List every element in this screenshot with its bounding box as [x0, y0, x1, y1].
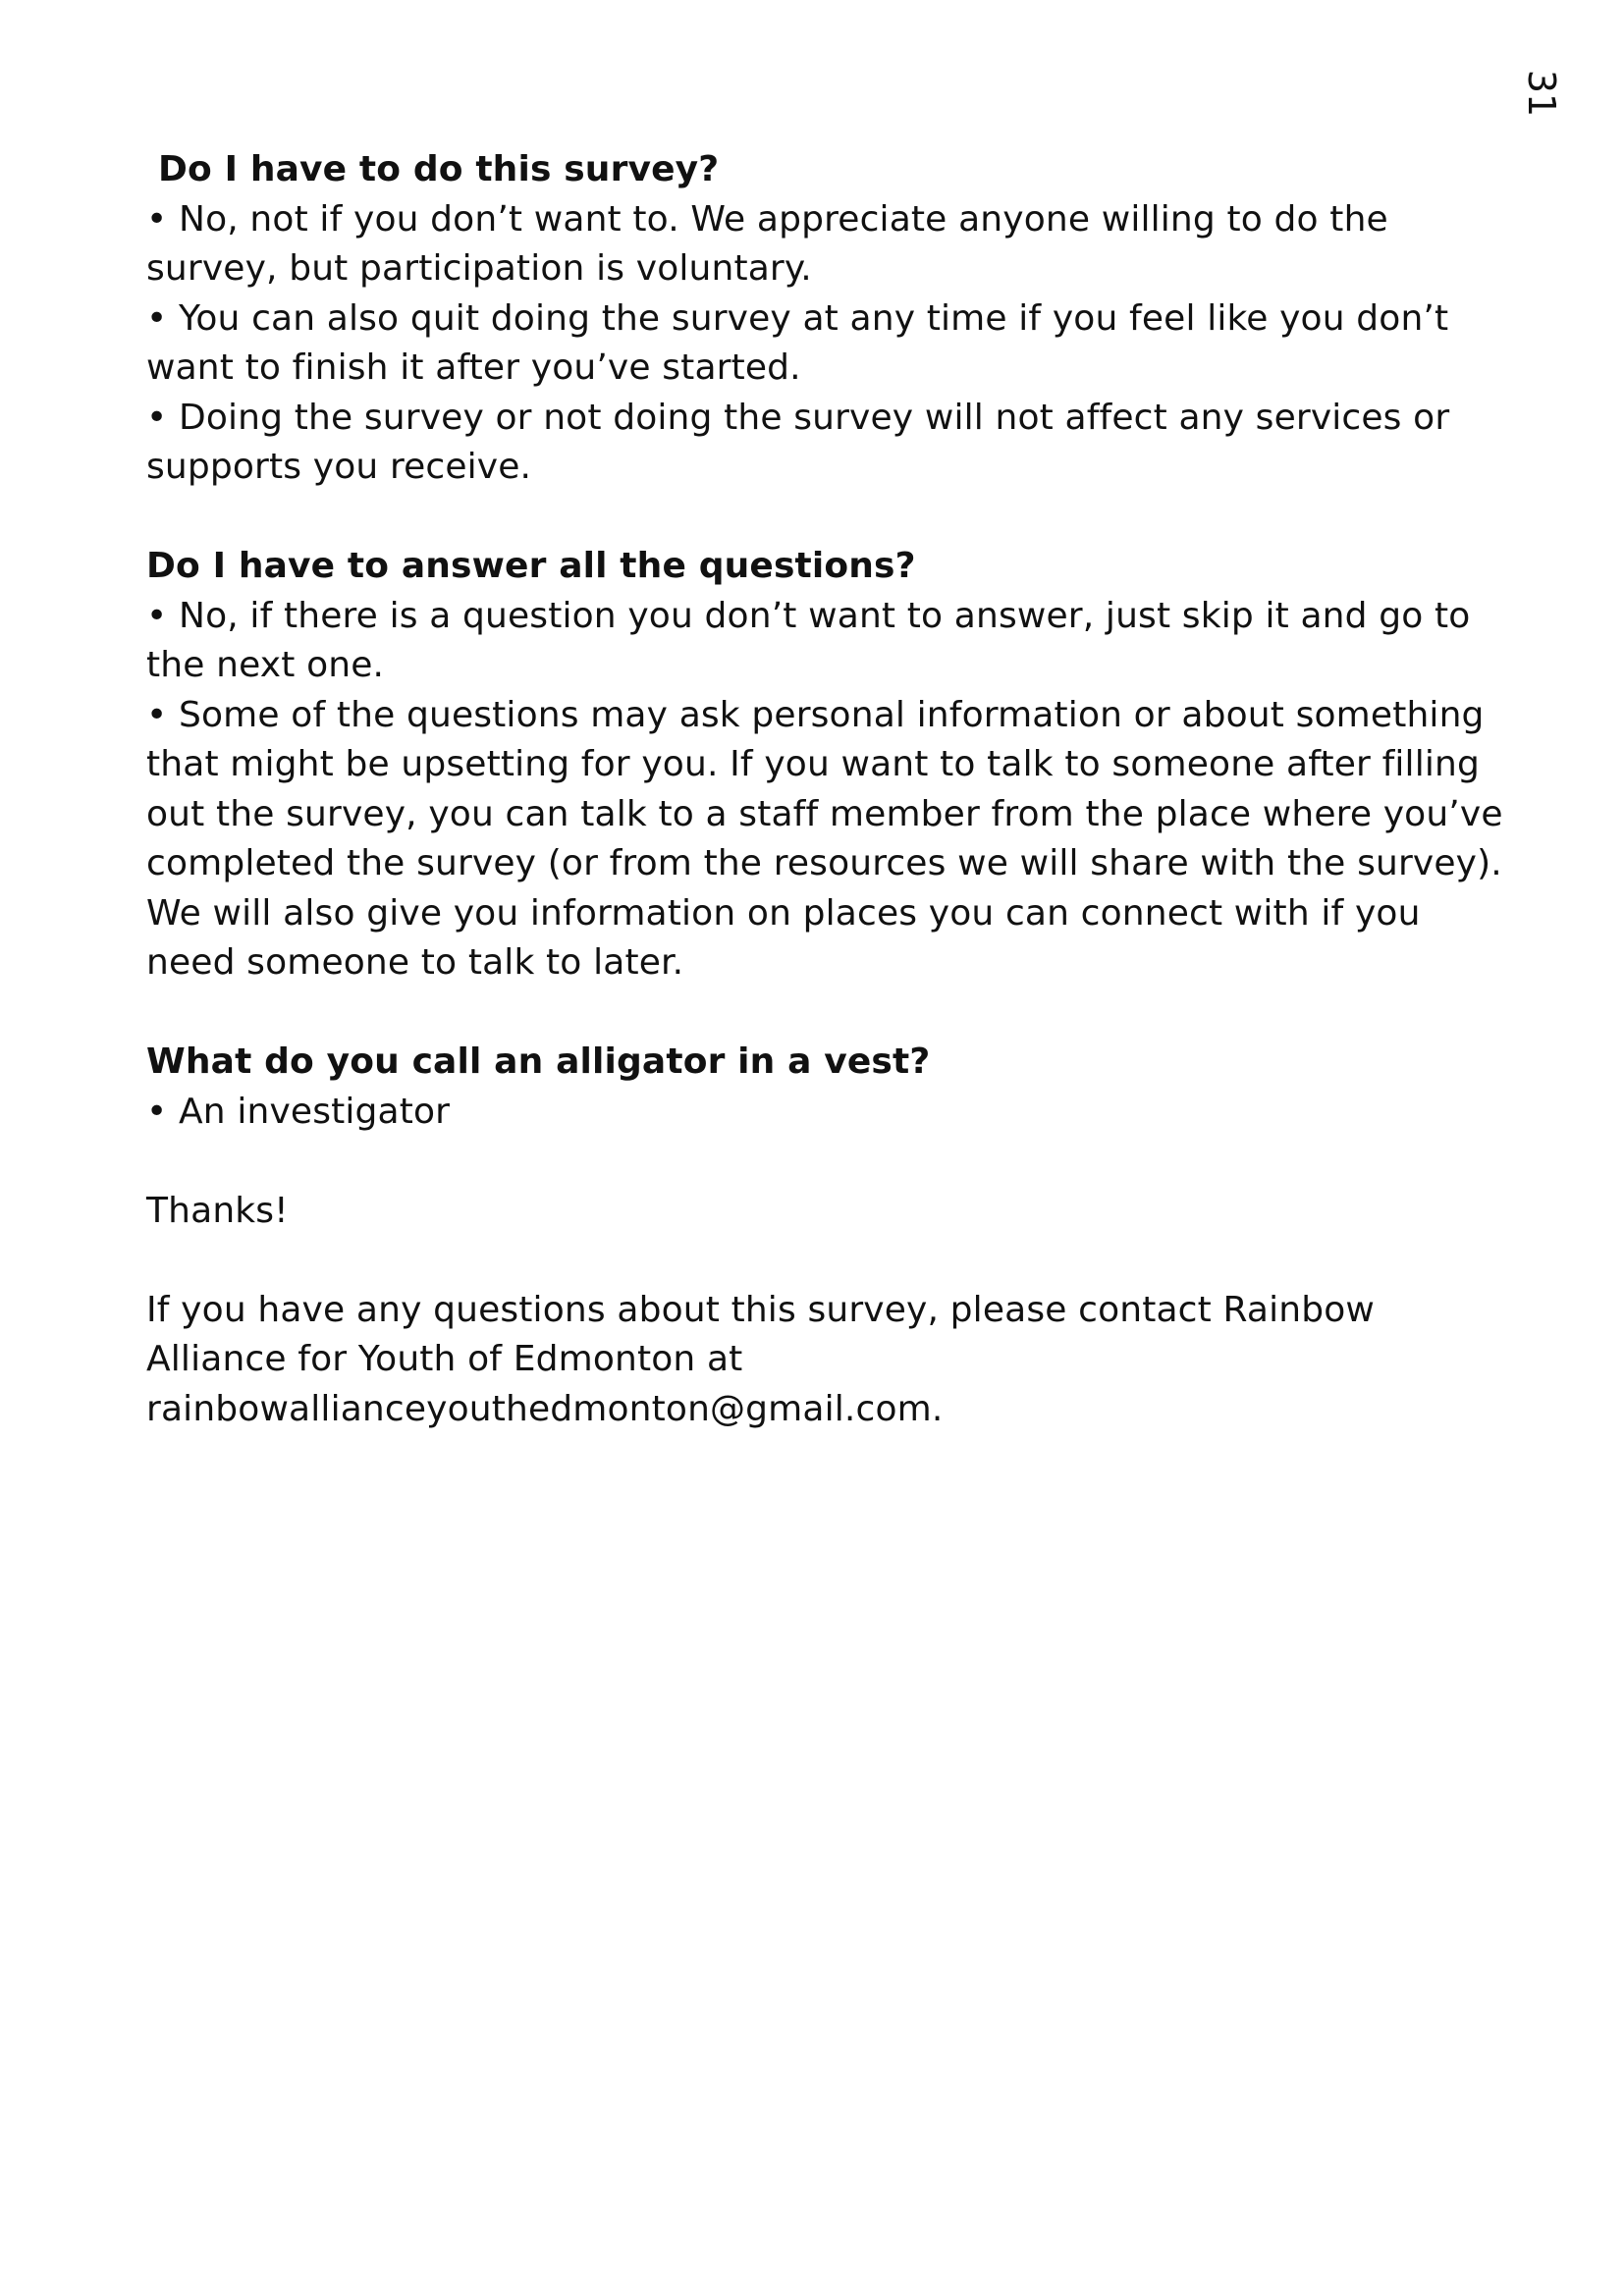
contact-email[interactable]: rainbowallianceyouthedmonton@gmail.com	[146, 1388, 932, 1429]
section-heading: What do you call an alligator in a vest?	[146, 1041, 931, 1082]
list-item	[146, 1088, 1516, 1138]
list-item	[146, 592, 1516, 691]
list-item	[146, 394, 1516, 493]
bullet-symbol: •	[146, 198, 168, 240]
bullet-list	[146, 592, 1516, 988]
thanks-section	[146, 1187, 1516, 1237]
list-item-text: Doing the survey or not doing the survey will not affect any services or supports you receive.	[146, 397, 1450, 487]
list-item-text: No, if there is a question you don’t want to answer, just skip it and go to the next one.	[146, 595, 1471, 685]
list-item	[146, 195, 1516, 294]
section-heading: Do I have to answer all the questions?	[146, 546, 916, 586]
section-heading: Do I have to do this survey?	[158, 149, 720, 189]
contact-paragraph	[146, 1286, 1516, 1435]
bullet-list	[146, 1088, 1516, 1138]
list-item-text: An investigator	[178, 1091, 451, 1132]
contact-text: If you have any questions about this survey, please contact Rainbow Alliance for Youth of Edmonton at	[146, 1289, 1375, 1379]
bullet-symbol: •	[146, 397, 168, 438]
list-item	[146, 294, 1516, 394]
page-number: 31	[1520, 69, 1563, 118]
section-answer-questions	[146, 542, 1516, 988]
list-item-text: You can also quit doing the survey at any time if you feel like you don’t want to finish it after you’ve started.	[146, 297, 1449, 388]
contact-trailing: .	[931, 1388, 944, 1429]
bullet-symbol: •	[146, 297, 168, 339]
bullet-symbol: •	[146, 694, 168, 735]
bullet-symbol: •	[146, 595, 168, 636]
bullet-list	[146, 195, 1516, 493]
document-body	[146, 145, 1516, 1434]
contact-section	[146, 1286, 1516, 1435]
section-alligator-joke	[146, 1038, 1516, 1137]
list-item	[146, 691, 1516, 988]
list-item-text: Some of the questions may ask personal information or about something that might be upsetting for you. If you want to talk to someone after filling out the survey, you can talk to a staff member from the place where you’ve completed the survey (or from the resources we will share with the survey). We will also give you information on places you can connect with if you need someone to talk to later.	[146, 694, 1503, 983]
bullet-symbol: •	[146, 1091, 168, 1132]
section-do-survey	[146, 145, 1516, 493]
thanks-text: Thanks!	[146, 1190, 289, 1231]
list-item-text: No, not if you don’t want to. We appreciate anyone willing to do the survey, but participation is voluntary.	[146, 198, 1388, 289]
